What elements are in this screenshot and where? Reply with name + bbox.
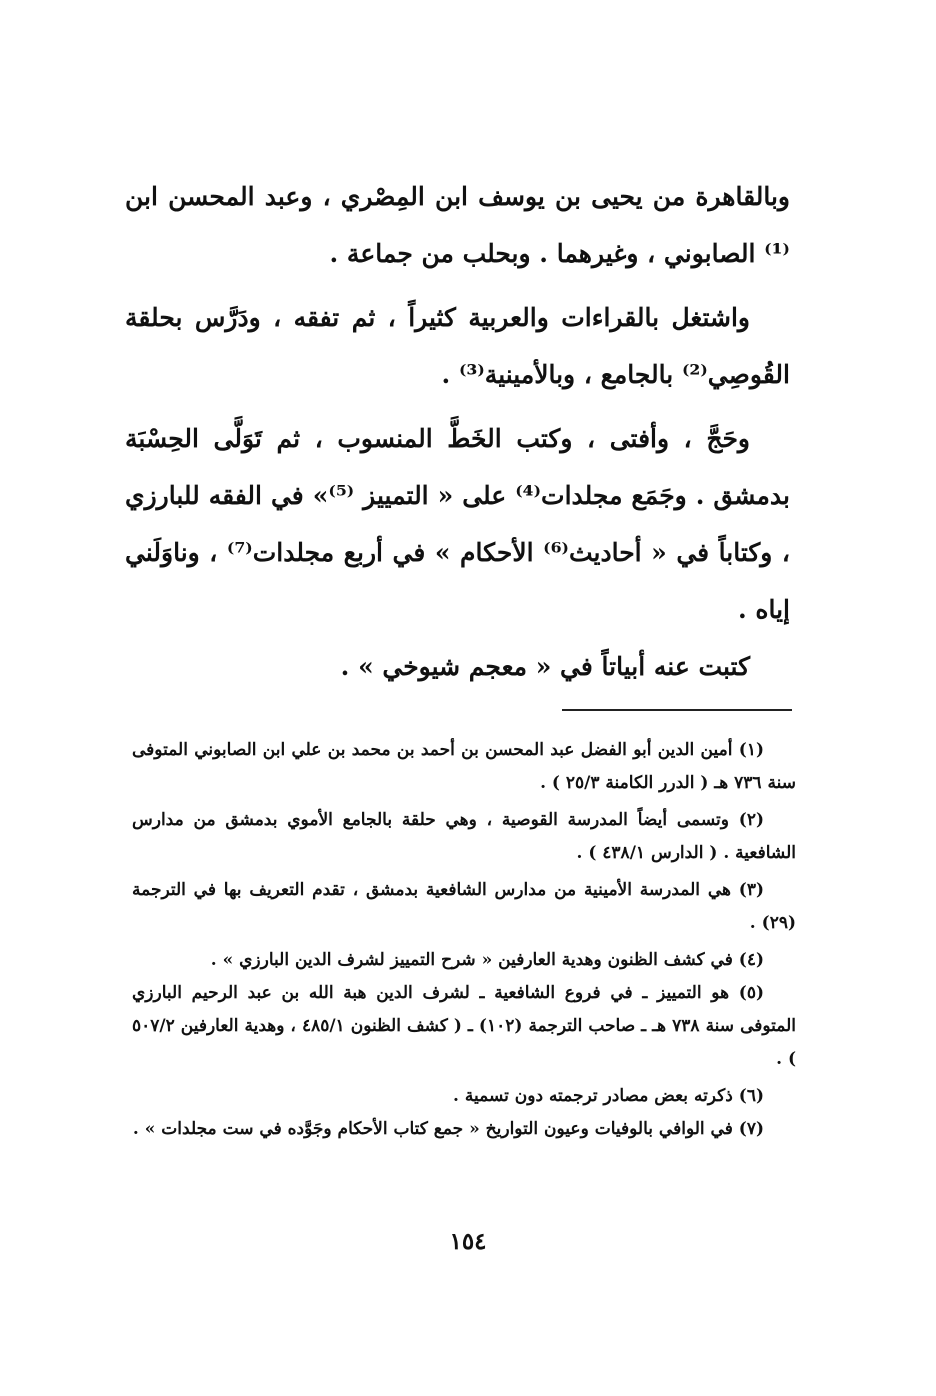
footnote-2: (٢) وتسمى أيضاً المدرسة القوصية ، وهي حلقة بالجامع الأموي بدمشق من مدارس الشافعية . ( الدارس ٤٣٨/١ ) . [132,810,796,863]
footnote-6: (٦) ذكرته بعض مصادر ترجمته دون تسمية . [453,1086,764,1106]
footnotes [132,734,796,1150]
main-paragraph-2: واشتغل بالقراءات والعربية كثيراً ، ثم تفقه ، ودَرَّس بحلقة القُوصِي⁽²⁾ بالجامع ، وبالأمينية⁽³⁾ . [125,303,790,389]
main-text [125,168,790,695]
footnote-1: (١) أمين الدين أبو الفضل عبد المحسن بن أحمد بن محمد بن علي ابن الصابوني المتوفى سنة ٧٣٦ هـ ( الدرر الكامنة ٢٥/٣ ) . [132,740,796,793]
main-paragraph-1: وبالقاهرة من يحيى بن يوسف ابن المِصْري ، وعبد المحسن ابن ⁽¹⁾ الصابوني ، وغيرهما . وبحلب من جماعة . [125,182,790,268]
footnote-3: (٣) هي المدرسة الأمينية من مدارس الشافعية بدمشق ، تقدم التعريف بها في الترجمة (٢٩) . [132,880,796,933]
footnote-4: (٤) في كشف الظنون وهدية العارفين « شرح التمييز لشرف الدين البارزي » . [210,950,764,970]
footnote-5: (٥) هو التمييز ـ في فروع الشافعية ـ لشرف الدين هبة الله بن عبد الرحيم البارزي المتوفى سنة ٧٣٨ هـ ـ صاحب الترجمة (١٠٢) ـ ( كشف الظنون ٤٨٥/١ ، وهدية العارفين ٥٠٧/٢ ) . [132,983,797,1069]
footnote-7: (٧) في الوافي بالوفيات وعيون التواريخ « جمع كتاب الأحكام وجَوَّده في ست مجلدات » . [132,1119,764,1139]
page-number: ١٥٤ [449,1228,487,1255]
main-paragraph-3: وحَجَّ ، وأفتى ، وكتب الخَطَّ المنسوب ، ثم تَوَلَّى الحِسْبَة بدمشق . وجَمَع مجلدات⁽⁴⁾ على « التمييز ⁽⁵⁾» في الفقه للبارزي ، وكتاباً في « أحاديث⁽⁶⁾ الأحكام » في أربع مجلدات⁽⁷⁾ ، وناوَلَني إياه . [125,424,790,624]
main-paragraph-4: كتبت عنه أبياتاً في « معجم شيوخي » . [340,652,750,681]
footnote-separator [562,709,792,711]
